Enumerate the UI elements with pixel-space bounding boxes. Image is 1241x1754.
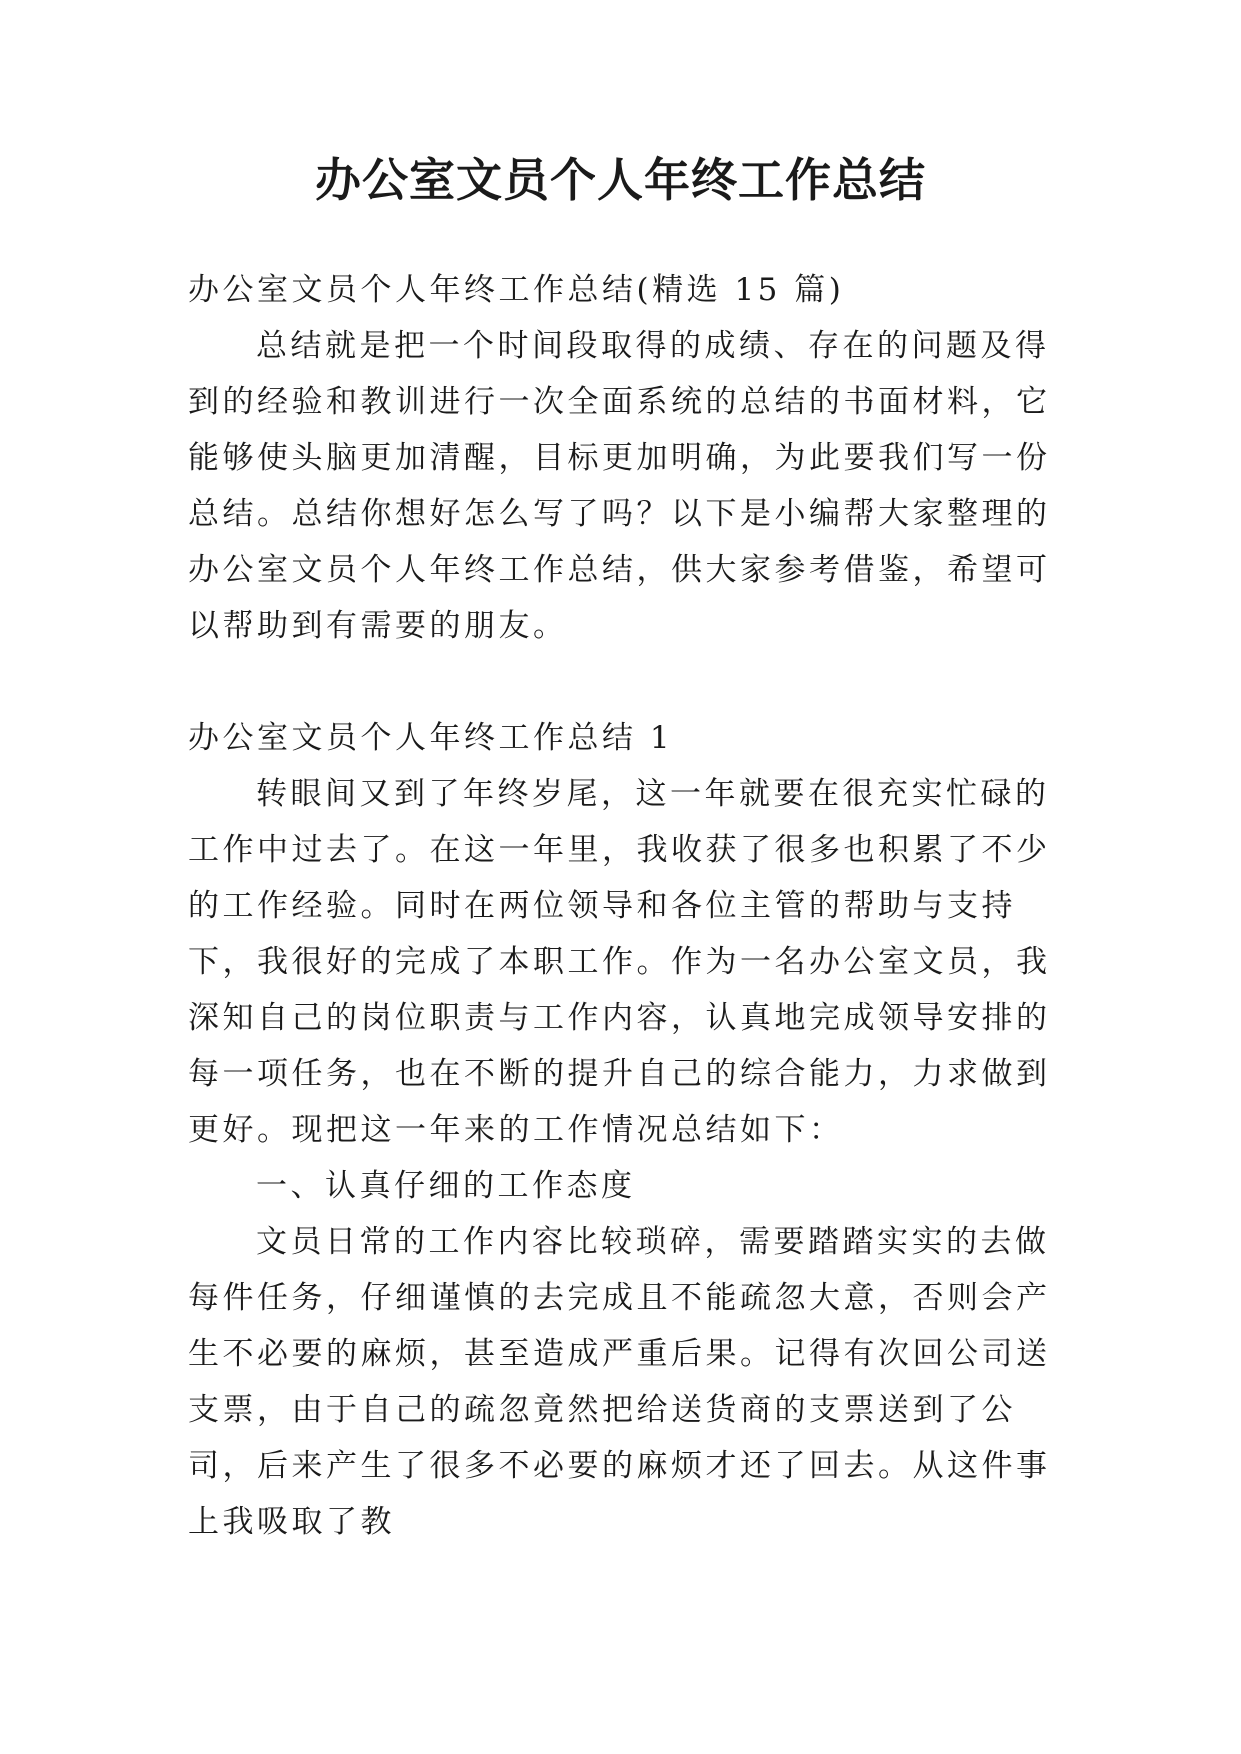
document-body	[188, 262, 1068, 1550]
paragraph-gap	[188, 654, 1068, 710]
section-heading: 办公室文员个人年终工作总结 1	[188, 720, 674, 756]
document-subtitle: 办公室文员个人年终工作总结(精选 15 篇)	[188, 272, 845, 308]
section-point-heading: 一、认真仔细的工作态度	[256, 1168, 636, 1204]
document-title: 办公室文员个人年终工作总结	[315, 153, 926, 207]
section-paragraph: 文员日常的工作内容比较琐碎，需要踏踏实实的去做每件任务，仔细谨慎的去完成且不能疏忽大意，否则会产生不必要的麻烦，甚至造成严重后果。记得有次回公司送支票，由于自己的疏忽竟然把给送货商的支票送到了公司，后来产生了很多不必要的麻烦才还了回去。从这件事上我吸取了教	[188, 1224, 1051, 1540]
section-paragraph: 转眼间又到了年终岁尾，这一年就要在很充实忙碌的工作中过去了。在这一年里，我收获了很多也积累了不少的工作经验。同时在两位领导和各位主管的帮助与支持下，我很好的完成了本职工作。作为一名办公室文员，我深知自己的岗位职责与工作内容，认真地完成领导安排的每一项任务，也在不断的提升自己的综合能力，力求做到更好。现把这一年来的工作情况总结如下：	[188, 776, 1051, 1148]
intro-paragraph: 总结就是把一个时间段取得的成绩、存在的问题及得到的经验和教训进行一次全面系统的总结的书面材料，它能够使头脑更加清醒，目标更加明确，为此要我们写一份总结。总结你想好怎么写了吗？以下是小编帮大家整理的办公室文员个人年终工作总结，供大家参考借鉴，希望可以帮助到有需要的朋友。	[188, 328, 1051, 644]
